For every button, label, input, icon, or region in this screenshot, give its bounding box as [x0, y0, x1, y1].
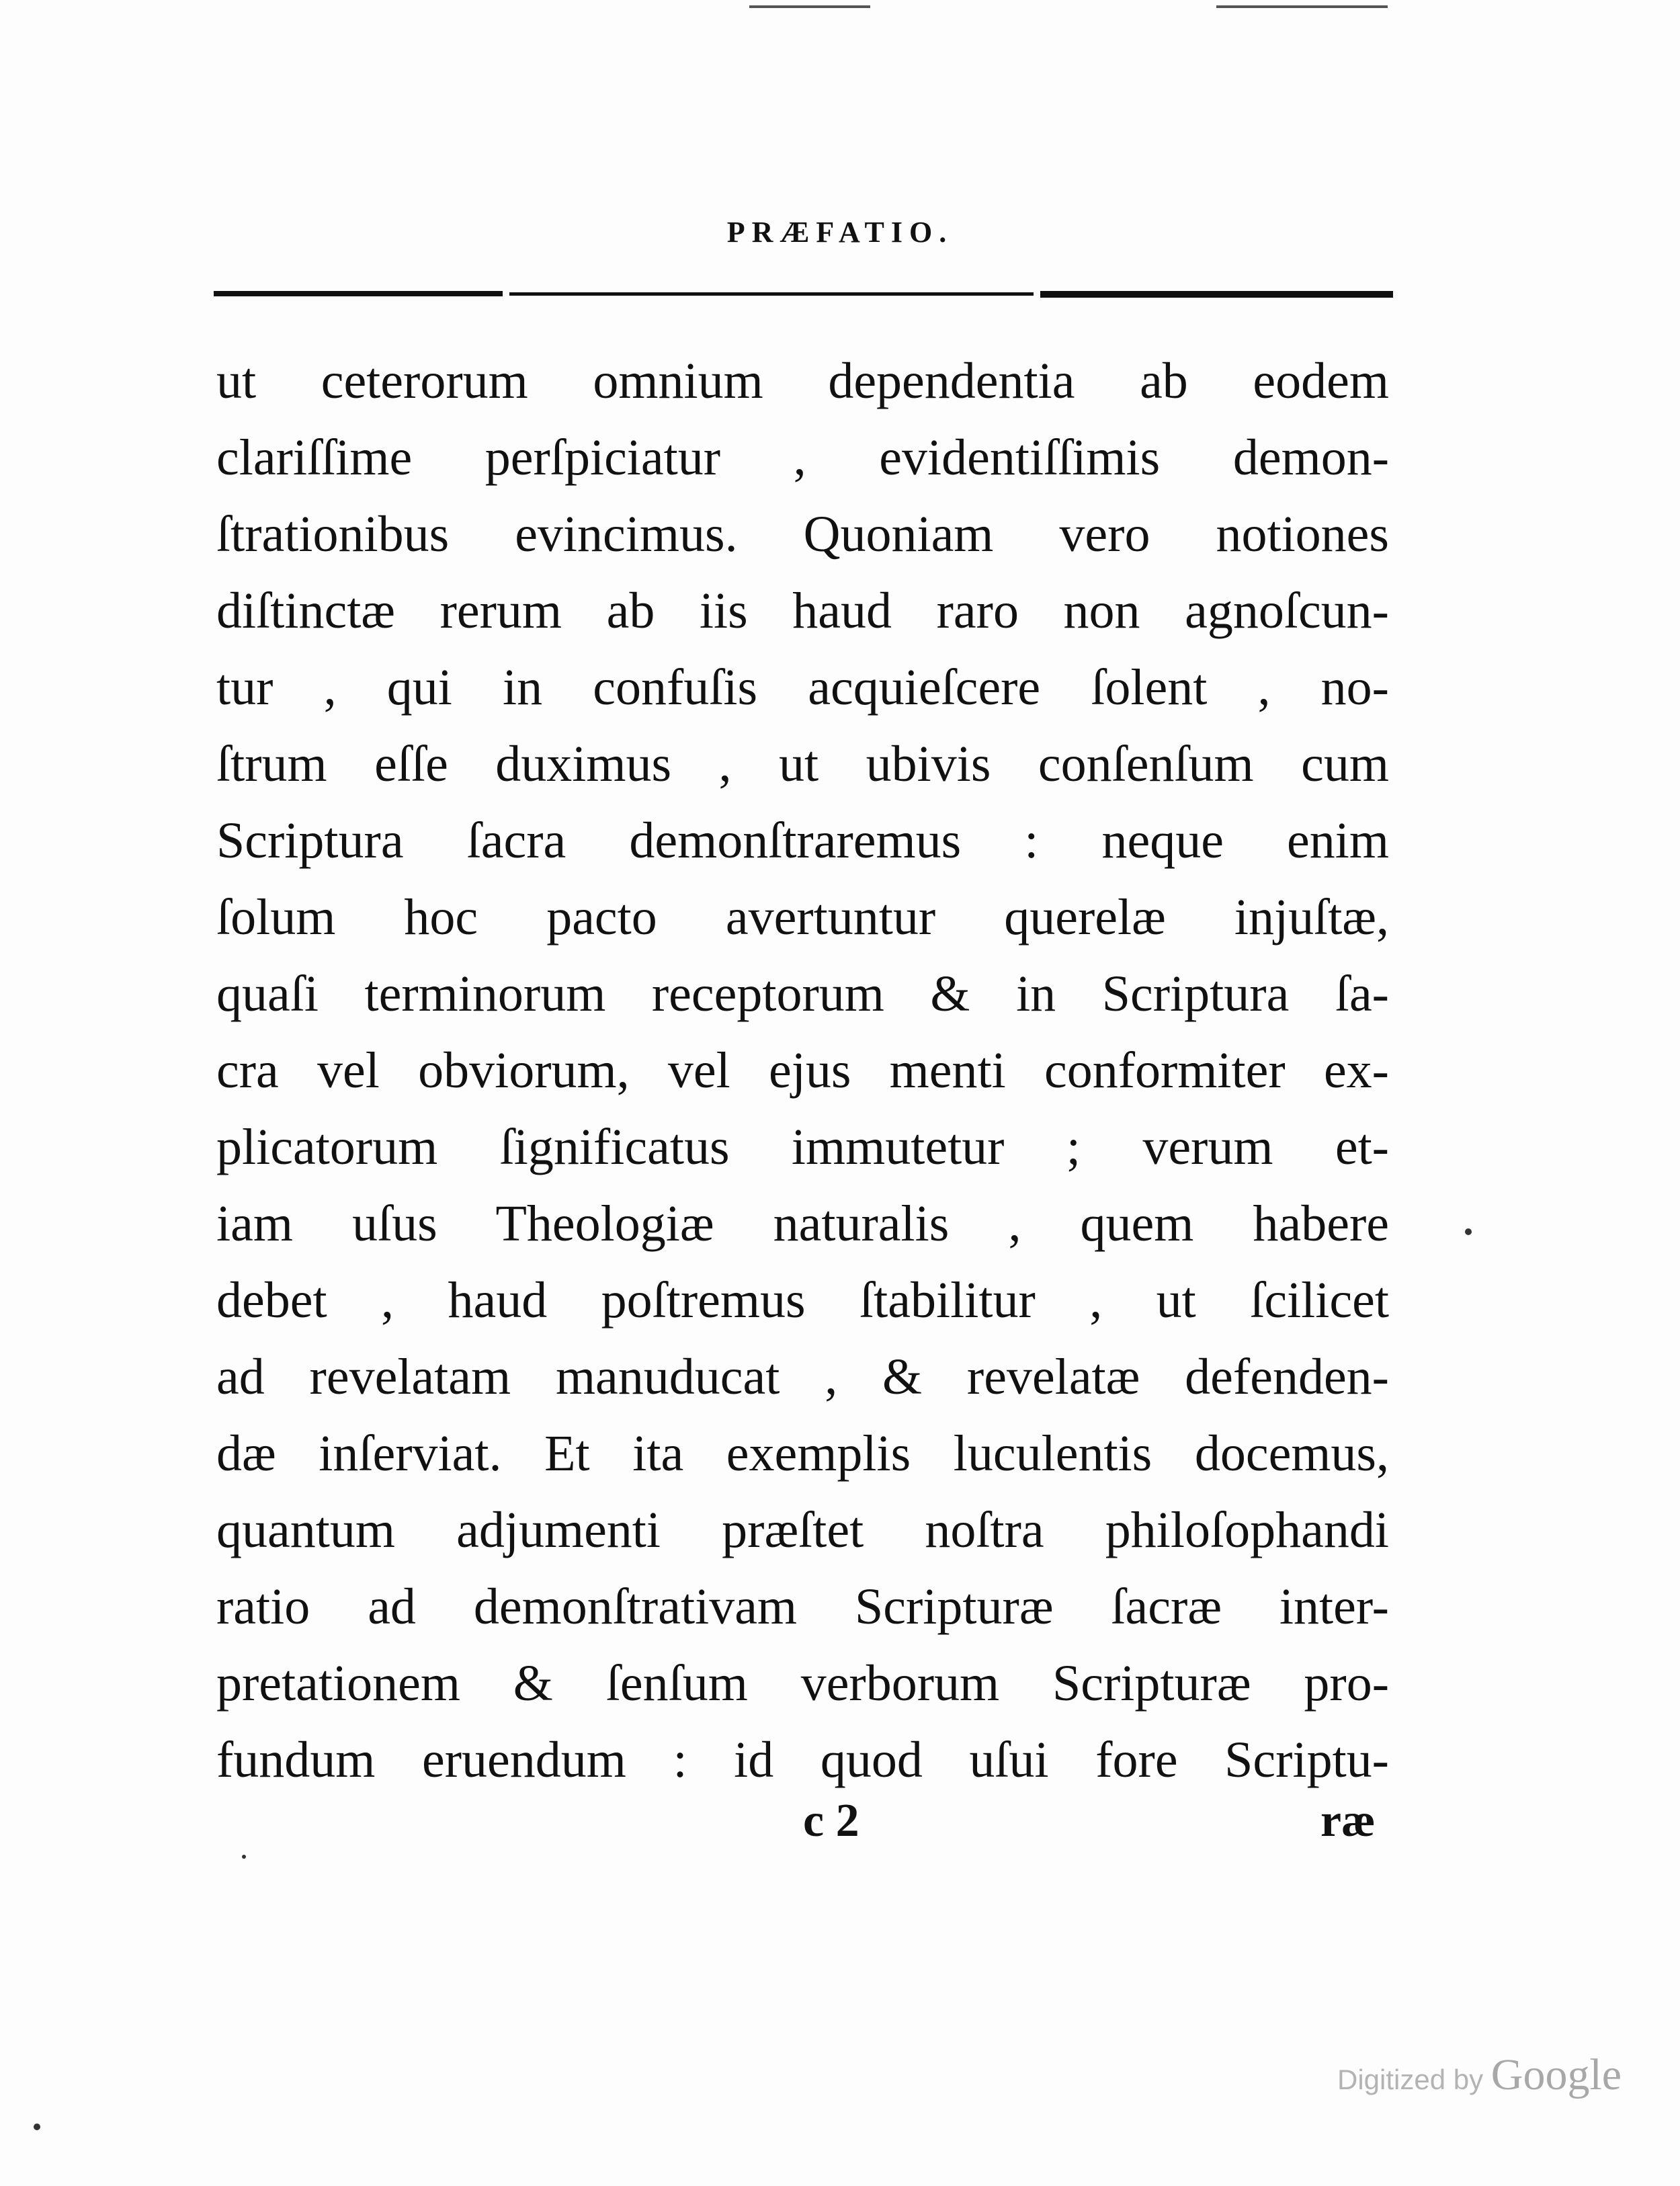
text-line: ſtrum eſſe duximus , ut ubivis conſenſum cum: [216, 736, 1389, 792]
text-line: ut ceterorum omnium dependentia ab eodem: [216, 353, 1389, 409]
text-line: tur , qui in confuſis acquieſcere ſolent , no-: [216, 659, 1389, 716]
digitization-watermark: [1337, 2050, 1622, 2101]
text-line: clariſſime perſpiciatur , evidentiſſimis demon-: [216, 429, 1389, 486]
watermark-prefix: Digitized by: [1337, 2064, 1484, 2095]
text-line: pretationem & ſenſum verborum Scripturæ pro-: [216, 1655, 1389, 1712]
text-line: quantum adjumenti præſtet noſtra philoſophandi: [216, 1502, 1389, 1558]
body-text: [216, 343, 1389, 1798]
header-rule: [214, 291, 1393, 298]
dust-speck: [34, 2124, 40, 2130]
text-line: Scriptura ſacra demonſtraremus : neque enim: [216, 812, 1389, 869]
text-line: ratio ad demonſtrativam Scripturæ ſacræ inter-: [216, 1579, 1389, 1635]
scan-edge-line: [1216, 5, 1388, 8]
text-line: quaſi terminorum receptorum & in Scriptura ſa-: [216, 966, 1389, 1022]
running-title: PRÆFATIO.: [726, 216, 954, 249]
text-line: fundum eruendum : id quod uſui fore Scriptu-: [216, 1732, 1389, 1788]
google-logo: Google: [1490, 2050, 1622, 2099]
scan-edge-line: [749, 5, 870, 8]
dust-speck: [1465, 1228, 1472, 1235]
text-line: plicatorum ſignificatus immutetur ; verum et-: [216, 1119, 1389, 1175]
text-line: ſolum hoc pacto avertuntur querelæ injuſtæ,: [216, 889, 1389, 945]
text-line: dæ inſerviat. Et ita exemplis luculentis docemus,: [216, 1425, 1389, 1482]
catchword: ræ: [1320, 1795, 1376, 1847]
text-line: debet , haud poſtremus ſtabilitur , ut ſcilicet: [216, 1272, 1389, 1329]
text-line: cra vel obviorum, vel ejus menti conformiter ex-: [216, 1042, 1389, 1099]
text-line: ſtrationibus evincimus. Quoniam vero notiones: [216, 506, 1389, 562]
signature-mark: c 2: [803, 1795, 859, 1847]
text-line: iam uſus Theologiæ naturalis , quem habere: [216, 1195, 1389, 1252]
text-line: diſtinctæ rerum ab iis haud raro non agnoſcun-: [216, 583, 1389, 639]
text-line: ad revelatam manuducat , & revelatæ defenden-: [216, 1349, 1389, 1405]
dust-speck: [242, 1855, 246, 1859]
